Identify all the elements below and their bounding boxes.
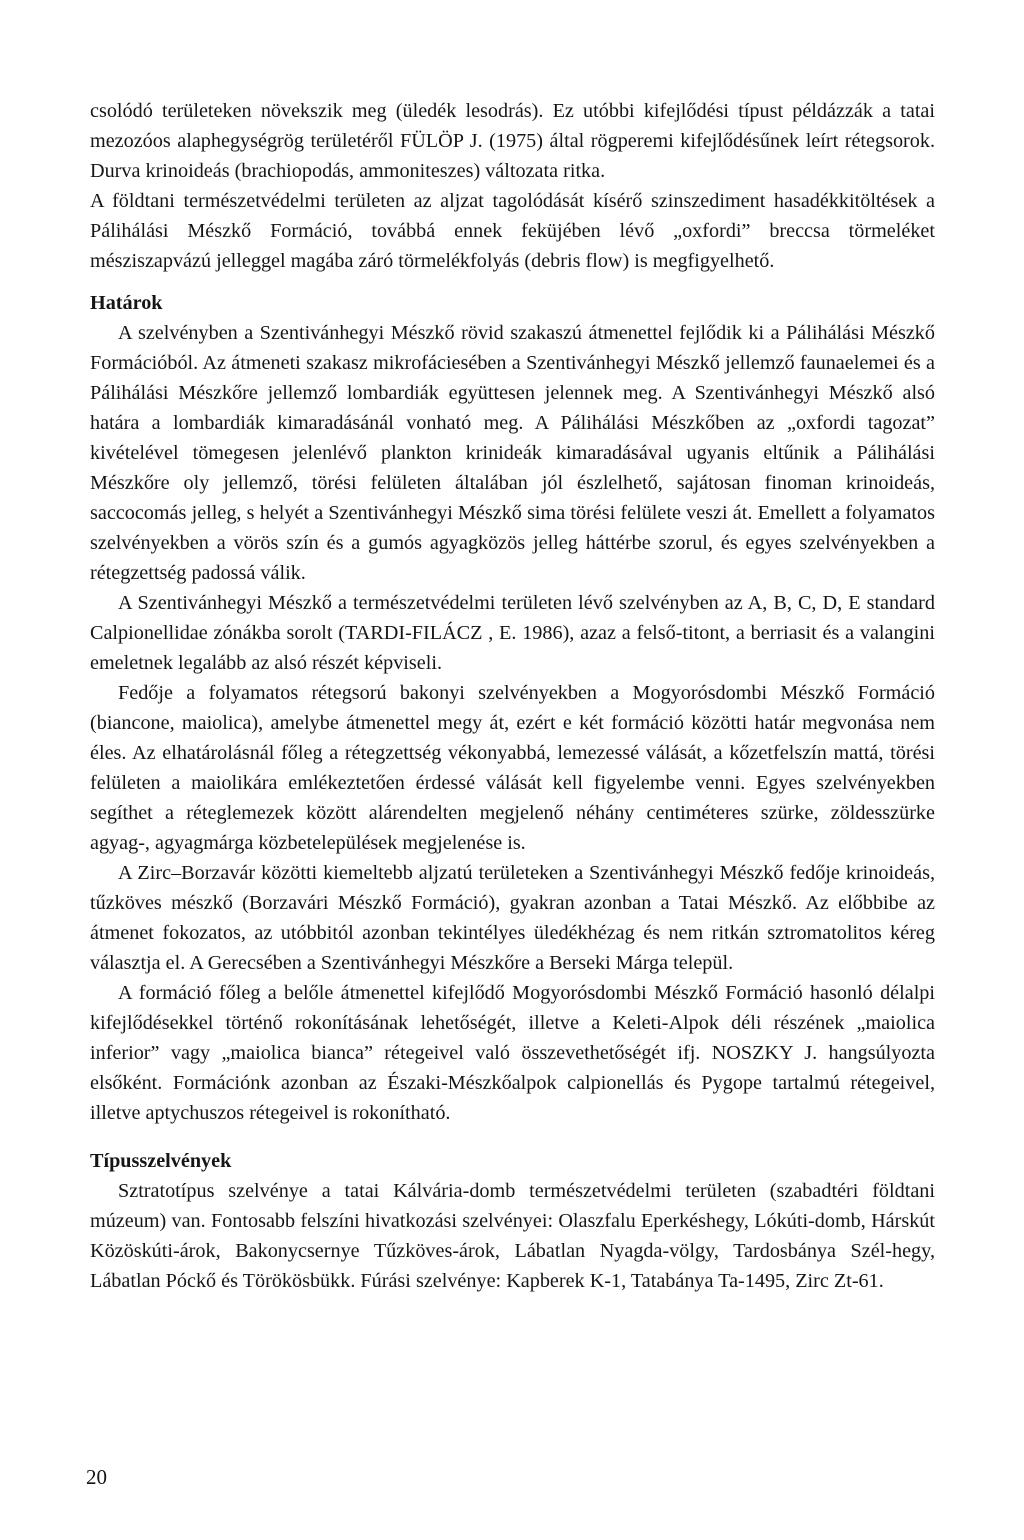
- paragraph-tipus-1: Sztratotípus szelvénye a tatai Kálvária-domb természetvédelmi területen (szabadtéri földtani múzeum) van. Fontosabb felszíni hivatkozási szelvényei: Olaszfalu Eperkéshegy, Lókúti-domb, Hárskút Közöskúti-árok, Bakonycsernye Tűzköves-árok, Lábatlan Nyagda-völgy, Tardosbánya Szél-hegy, Lábatlan Póckő és Törökösbükk. Fúrási szelvénye: Kapberek K-1, Tatabánya Ta-1495, Zirc Zt-61.: [90, 1180, 935, 1292]
- page-number: 20: [86, 1465, 107, 1489]
- paragraph-intro-second: A földtani természetvédelmi területen az aljzat tagolódását kísérő szinszediment hasadékkitöltések a Pálihálási Mészkő Formáció, továbbá ennek feküjében lévő „oxfordi” breccsa törmeléket mésziszapvázú jelleggel magába záró törmelékfolyás (debris flow) is megfigyelhető.: [90, 190, 935, 272]
- section-heading-tipusszelvenyek: Típusszelvények: [90, 1150, 232, 1172]
- paragraph-hatarok-2: A Szentivánhegyi Mészkő a természetvédelmi területen lévő szelvényben az A, B, C, D, E standard Calpionellidae zónákba sorolt (TARDI-FILÁCZ , E. 1986), azaz a felső-titont, a berriasit és a valangini emeletnek legalább az alsó részét képviseli.: [90, 592, 935, 674]
- paragraph-hatarok-4: A Zirc–Borzavár közötti kiemeltebb aljzatú területeken a Szentivánhegyi Mészkő fedője krinoideás, tűzköves mészkő (Borzavári Mészkő Formáció), gyakran azonban a Tatai Mészkő. Az előbbibe az átmenet fokozatos, az utóbbitól azonban tekintélyes üledékhézag és nem ritkán sztromatolitos kéreg választja el. A Gerecsében a Szentivánhegyi Mészkőre a Berseki Márga települ.: [90, 862, 935, 974]
- document-page: [90, 96, 935, 1296]
- paragraph-hatarok-3: Fedője a folyamatos rétegsorú bakonyi szelvényekben a Mogyorósdombi Mészkő Formáció (biancone, maiolica), amelybe átmenettel megy át, ezért e két formáció közötti határ megvonása nem éles. Az elhatárolásnál főleg a rétegzettség vékonyabbá, lemezessé válását, a kőzetfelszín mattá, törési felületen a maiolikára emlékeztetően érdessé válását kell figyelembe venni. Egyes szelvényekben segíthet a réteglemezek között alárendelten megjelenő néhány centiméteres szürke, zöldesszürke agyag-, agyagmárga közbetelepülések megjelenése is.: [90, 682, 935, 854]
- section-heading-hatarok: Határok: [90, 292, 163, 314]
- paragraph-intro-continuation: csolódó területeken növekszik meg (üledék lesodrás). Ez utóbbi kifejlődési típust példázzák a tatai mezozóos alaphegységrög területéről FÜLÖP J. (1975) által rögperemi kifejlődésűnek leírt rétegsorok. Durva krinoideás (brachiopodás, ammoniteszes) változata ritka.: [90, 100, 935, 182]
- paragraph-hatarok-5: A formáció főleg a belőle átmenettel kifejlődő Mogyorósdombi Mészkő Formáció hasonló délalpi kifejlődésekkel történő rokonításának lehetőségét, illetve a Keleti-Alpok déli részének „maiolica inferior” vagy „maiolica bianca” rétegeivel való összevethetőségét ifj. NOSZKY J. hangsúlyozta elsőként. Formációnk azonban az Északi-Mészkőalpok calpionellás és Pygope tartalmú rétegeivel, illetve aptychuszos rétegeivel is rokonítható.: [90, 982, 935, 1124]
- paragraph-hatarok-1: A szelvényben a Szentivánhegyi Mészkő rövid szakaszú átmenettel fejlődik ki a Pálihálási Mészkő Formációból. Az átmeneti szakasz mikrofáciesében a Szentivánhegyi Mészkő jellemző faunaelemei és a Pálihálási Mészkőre jellemző lombardiák együttesen jelennek meg. A Szentivánhegyi Mészkő alsó határa a lombardiák kimaradásánál vonható meg. A Pálihálási Mészkőben az „oxfordi tagozat” kivételével tömegesen jelenlévő plankton krinideák kimaradásával ugyanis eltűnik a Pálihálási Mészkőre oly jellemző, törési felületen általában jól észlelhető, sajátosan finoman krinoideás, saccocomás jelleg, s helyét a Szentivánhegyi Mészkő sima törési felülete veszi át. Emellett a folyamatos szelvényekben a vörös szín és a gumós agyagközös jelleg háttérbe szorul, és egyes szelvényekben a rétegzettség padossá válik.: [90, 322, 935, 584]
